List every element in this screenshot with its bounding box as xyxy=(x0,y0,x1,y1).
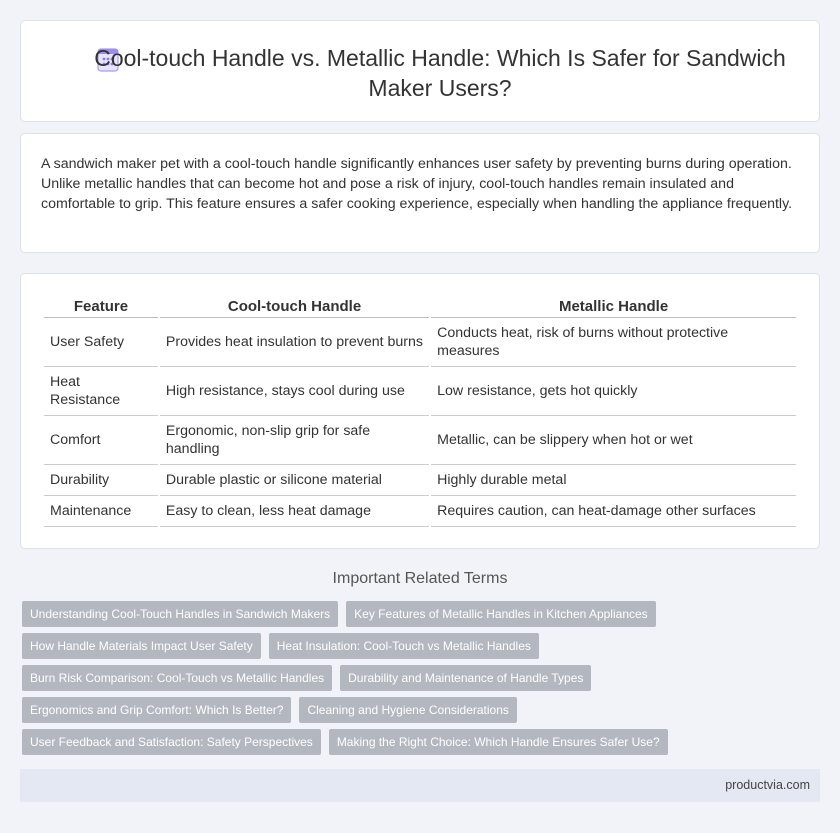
header-feature: Feature xyxy=(44,294,158,318)
related-terms-list xyxy=(22,601,822,755)
comparison-card xyxy=(20,273,820,549)
related-term-link[interactable]: Understanding Cool-Touch Handles in Sandwich Makers xyxy=(22,601,338,627)
cool-touch-cell: Ergonomic, non-slip grip for safe handling xyxy=(160,416,429,465)
header-metallic: Metallic Handle xyxy=(431,294,796,318)
feature-cell: Comfort xyxy=(44,416,158,465)
table-row xyxy=(44,318,796,367)
footer-site: productvia.com xyxy=(725,778,810,792)
footer-bar xyxy=(20,769,820,802)
table-header-row xyxy=(44,294,796,318)
table-row xyxy=(44,416,796,465)
title-card xyxy=(20,20,820,122)
related-term-link[interactable]: Key Features of Metallic Handles in Kitchen Appliances xyxy=(346,601,656,627)
table-row xyxy=(44,367,796,416)
related-term-link[interactable]: Burn Risk Comparison: Cool-Touch vs Metallic Handles xyxy=(22,665,332,691)
related-term-link[interactable]: Cleaning and Hygiene Considerations xyxy=(299,697,516,723)
feature-cell: User Safety xyxy=(44,318,158,367)
metallic-cell: Requires caution, can heat-damage other surfaces xyxy=(431,496,796,527)
related-term-link[interactable]: Durability and Maintenance of Handle Types xyxy=(340,665,591,691)
metallic-cell: Metallic, can be slippery when hot or wet xyxy=(431,416,796,465)
related-term-link[interactable]: Making the Right Choice: Which Handle Ensures Safer Use? xyxy=(329,729,668,755)
related-term-link[interactable]: User Feedback and Satisfaction: Safety Perspectives xyxy=(22,729,321,755)
related-term-link[interactable]: How Handle Materials Impact User Safety xyxy=(22,633,261,659)
cool-touch-cell: Provides heat insulation to prevent burns xyxy=(160,318,429,367)
metallic-cell: Highly durable metal xyxy=(431,465,796,496)
related-term-link[interactable]: Heat Insulation: Cool-Touch vs Metallic Handles xyxy=(269,633,539,659)
related-terms-heading: Important Related Terms xyxy=(332,570,508,587)
table-row xyxy=(44,465,796,496)
feature-cell: Maintenance xyxy=(44,496,158,527)
cool-touch-cell: Durable plastic or silicone material xyxy=(160,465,429,496)
header-cool-touch: Cool-touch Handle xyxy=(160,294,429,318)
page-title: Cool-touch Handle vs. Metallic Handle: Which Is Safer for Sandwich Maker Users? xyxy=(94,45,786,101)
related-term-link[interactable]: Ergonomics and Grip Comfort: Which Is Better? xyxy=(22,697,291,723)
cool-touch-cell: High resistance, stays cool during use xyxy=(160,367,429,416)
cool-touch-cell: Easy to clean, less heat damage xyxy=(160,496,429,527)
intro-card xyxy=(20,133,820,253)
feature-cell: Heat Resistance xyxy=(44,367,158,416)
metallic-cell: Low resistance, gets hot quickly xyxy=(431,367,796,416)
metallic-cell: Conducts heat, risk of burns without protective measures xyxy=(431,318,796,367)
feature-cell: Durability xyxy=(44,465,158,496)
comparison-table xyxy=(42,294,798,527)
table-row xyxy=(44,496,796,527)
intro-paragraph: A sandwich maker pet with a cool-touch handle significantly enhances user safety by preventing burns during operation. Unlike metallic handles that can become hot and pose a risk of injury, cool-touch handles remain insulated and comfortable to grip. This feature ensures a safer cooking experience, especially when handling the appliance frequently. xyxy=(41,156,793,212)
